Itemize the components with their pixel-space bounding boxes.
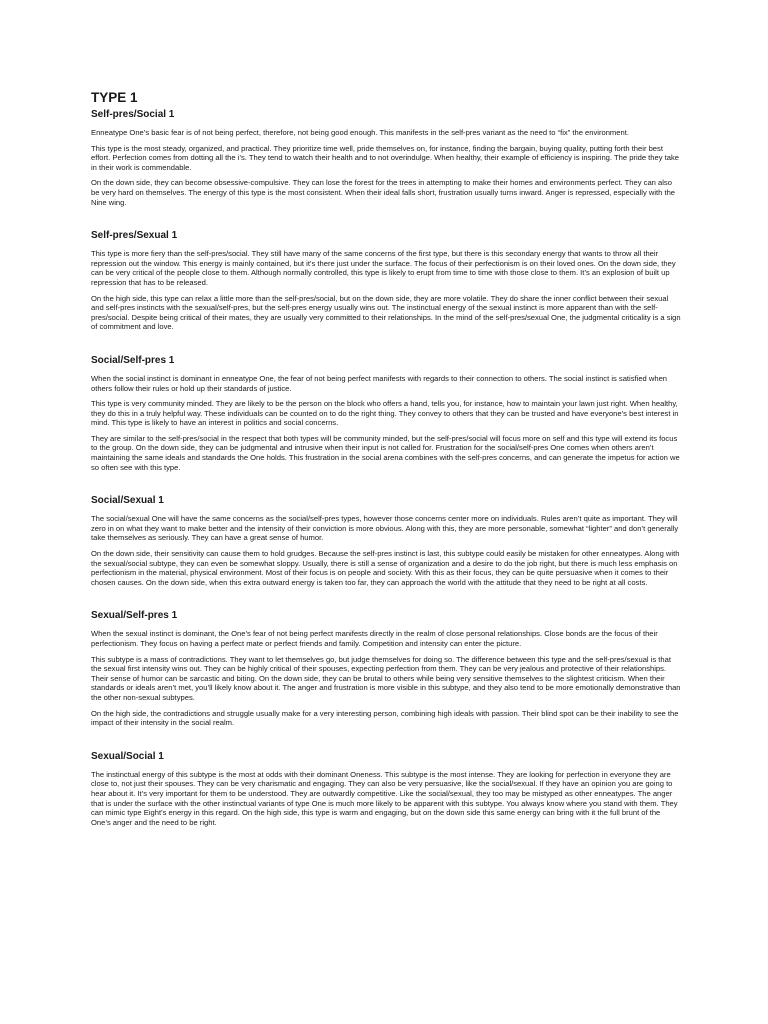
section-spacer bbox=[91, 593, 681, 609]
section-sexual-social bbox=[91, 750, 681, 828]
section-social-self-pres bbox=[91, 354, 681, 472]
section-heading: Social/Sexual 1 bbox=[91, 495, 164, 507]
paragraph: On the high side, this type can relax a little more than the self-pres/social, but on the down side, they are more volatile. They do share the inner conflict between their sexual and self-pres instincts with the sexual/self-pres, but the self-pres energy usually wins out. The instinctual energy of the sexual instinct is more apparent than with the self-pres/social. Despite being critical of their mates, they are usually very committed to their relationships. In the mind of the self-pres/sexual One, the judgmental criticality is a sign of commitment and love. bbox=[91, 293, 681, 332]
paragraph: This type is the most steady, organized, and practical. They prioritize time well, pride themselves on, for instance, finding the bargain, buying quality, putting forth their best effort. Perfection comes from dotting all the i’s. They tend to watch their health and to not overindulge. When healthy, their example of efficiency is inspiring. The pride they take in their work is commendable. bbox=[91, 143, 679, 172]
paragraph: Enneatype One’s basic fear is of not being perfect, therefore, not being good enough. This manifests in the self-pres variant as the need to “fix” the environment. bbox=[91, 128, 629, 137]
section-self-pres-social bbox=[91, 108, 681, 207]
section-spacer bbox=[91, 338, 681, 354]
section-heading: Sexual/Self-pres 1 bbox=[91, 610, 178, 622]
paragraph: The social/sexual One will have the same concerns as the social/self-pres types, however those concerns center more on individuals. Rules aren’t quite as important. They will zero in on what they want to make better and the intensity of their conviction is more obvious. Along with this, they are more personable, somewhat “lighter” and don’t generally take themselves as seriously. They can have a great sense of humor. bbox=[91, 514, 679, 543]
paragraph: They are similar to the self-pres/social in the respect that both types will be community minded, but the self-pres/social will focus more on self and this type will extend its focus to the group. On the down side, they can be judgmental and intrusive when their input is not called for. Frustration for the social/self-pres One comes when others aren’t maintaining the same ideals and standards the One holds. This frustration in the social arena combines with the self-pres concerns, and can generate the impetus for action we so often see with this type. bbox=[91, 433, 680, 472]
document-title: TYPE 1 bbox=[91, 90, 138, 105]
section-heading: Self-pres/Sexual 1 bbox=[91, 230, 178, 242]
paragraph: This type is more fiery than the self-pres/social. They still have many of the same concerns of the first type, but there is this secondary energy that wants to throw all their repression out the window. This energy is mainly contained, but it’s there just under the surface. The focus of their perfectionism is on their loved ones. On the down side, they can be very critical of the people close to them. Although normally controlled, this type is likely to erupt from time to time with those close to them. It’s an explosion of built up repression that has to be released. bbox=[91, 249, 676, 287]
section-heading: Self-pres/Social 1 bbox=[91, 109, 175, 120]
paragraph: The instinctual energy of this subtype is the most at odds with their dominant Oneness. This subtype is the most intense. They are looking for perfection in everyone they are close to, not just their spouses. They can be very charismatic and engaging. They can also be very persuasive, like the social/sexual. If they have an opinion you are going to hear about it. It’s very important for them to be understood. They are outwardly competitive. Like the social/sexual, they too may be mistyped as other enneatypes. The anger that is under the surface with the other instinctual variants of type One is much more likely to be apparent with this subtype. You always know where you stand with them. They can mimic type Eight’s energy in this regard. On the high side, this type is warm and engaging, but on the down side this same energy can bring with it the full brunt of the One’s anger and the need to be right. bbox=[91, 769, 678, 827]
section-self-pres-sexual bbox=[91, 229, 681, 332]
section-spacer bbox=[91, 478, 681, 494]
paragraph: On the down side, their sensitivity can cause them to hold grudges. Because the self-pres instinct is last, this subtype could easily be mistaken for other enneatypes. Along with the sexual/social subtype, they can even be somewhat sloppy. Usually, there is still a sense of organization and a desire to do the job right, but there is much less emphasis on perfectionism in the material, physical environment. Most of their focus is on people and society. With this as their focus, they can be quite persuasive when it comes to their chosen causes. On the down side, when this extra outward energy is taken too far, they can approach the world with the attitude that they need to be right at all costs. bbox=[91, 549, 680, 587]
paragraph: On the down side, they can become obsessive-compulsive. They can lose the forest for the trees in attempting to make their homes and environments perfect. They can also be very hard on themselves. The energy of this type is the most consistent. When their ideal falls short, frustration usually turns inward. Anger is repressed, especially with the Nine wing. bbox=[91, 178, 676, 207]
paragraph: On the high side, the contradictions and struggle usually make for a very interesting person, combining high ideals with passion. Their blind spot can be their inability to see the impact of their intensity in the social realm. bbox=[91, 708, 679, 728]
section-social-sexual bbox=[91, 494, 681, 587]
section-sexual-self-pres bbox=[91, 609, 681, 727]
section-heading: Social/Self-pres 1 bbox=[91, 354, 175, 366]
paragraph: When the social instinct is dominant in enneatype One, the fear of not being perfect manifests with regards to their connection to others. The social instinct is satisfied when others follow their rules or hold up their standards of justice. bbox=[91, 373, 668, 393]
section-heading: Sexual/Social 1 bbox=[91, 750, 164, 762]
section-spacer bbox=[91, 213, 681, 229]
paragraph: This type is very community minded. They are likely to be the person on the block who offers a hand, tells you, for instance, how to maintain your lawn just right. When healthy, they do this in a truly helpful way. These individuals can be counted on to do the right thing. They convey to others that they can be trusted and have everyone’s best interest in mind. This type is likely to have an interest in politics and social concerns. bbox=[91, 399, 679, 428]
section-spacer bbox=[91, 734, 681, 750]
paragraph: This subtype is a mass of contradictions. They want to let themselves go, but judge themselves for doing so. The difference between this type and the self-pres/sexual is that the sexual first intensity wins out. They can be highly critical of their spouses, expecting perfection from them. They can be very jealous and protective of their relationships. Their sense of humor can be sarcastic and biting. On the down side, they can be brutal to others while being very sensitive themselves to the slightest criticism. When their standards or ideals aren’t met, you’ll likely know about it. The anger and frustration is more visible in this subtype, and they also tend to be more emotionally demonstrative than the other non-sexual subtypes. bbox=[91, 654, 681, 702]
paragraph: When the sexual instinct is dominant, the One’s fear of not being perfect manifests directly in the realm of close personal relationships. Close bonds are the focus of their perfectionism. They focus on having a perfect mate or perfect friends and family. Competition and intensity can enter the picture. bbox=[91, 629, 658, 648]
document-page bbox=[91, 89, 681, 833]
